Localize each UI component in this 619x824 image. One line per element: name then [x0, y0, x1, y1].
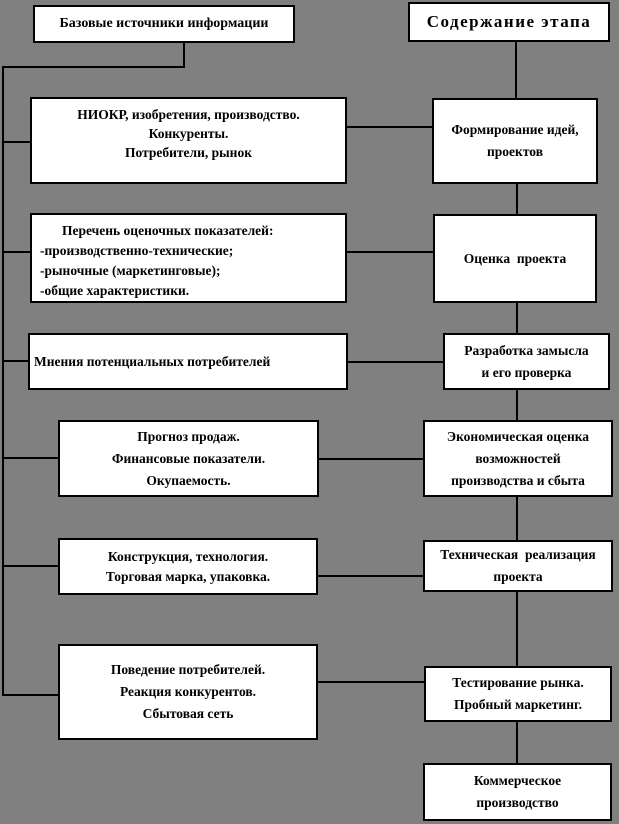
text-line: Коммерческое	[473, 773, 562, 788]
text-line: Мнения потенциальных потребителей	[34, 353, 271, 369]
connector-cross-row3	[345, 251, 434, 253]
text-line: Техническая реализация	[440, 547, 596, 562]
connector-stub-row5	[2, 457, 58, 459]
text-line: проектов	[487, 144, 543, 159]
box-sales-forecast-financials	[58, 420, 319, 497]
connector-right-spine-3	[516, 301, 518, 333]
connector-cross-row2	[345, 126, 433, 128]
box-market-testing	[424, 666, 612, 722]
box-concept-development-testing	[443, 333, 610, 390]
connector-right-spine-7	[516, 720, 518, 763]
text-line: Содержание этапа	[426, 12, 592, 31]
box-technical-implementation	[423, 540, 613, 592]
text-line: производства и сбыта	[451, 472, 585, 488]
text-line: Сбытовая сеть	[142, 706, 234, 721]
connector-cross-row5	[317, 458, 424, 460]
connector-l1-drop	[183, 42, 185, 68]
connector-cross-row7	[316, 681, 425, 683]
text-line: Конкуренты.	[148, 126, 229, 141]
text-line: Конструкция, технология.	[107, 548, 269, 564]
text-line: Торговая марка, упаковка.	[105, 568, 271, 584]
text-line: Оценка проекта	[463, 250, 567, 266]
text-line: -рыночные (маркетинговые);	[40, 263, 221, 278]
text-line: производство	[476, 795, 559, 810]
text-line: и его проверка	[481, 364, 572, 380]
box-design-technology-brand	[58, 538, 318, 595]
text-line: Финансовые показатели.	[111, 450, 266, 466]
box-rnd-inventions-production	[30, 97, 347, 184]
connector-l1-elbow	[2, 66, 185, 68]
text-line: -производственно-технические;	[40, 243, 234, 258]
text-line: Окупаемость.	[146, 472, 231, 488]
box-base-information-sources	[33, 5, 295, 43]
connector-stub-row7	[2, 694, 58, 696]
text-line: Реакция конкурентов.	[119, 684, 257, 699]
connector-stub-row6	[2, 565, 58, 567]
connector-right-spine-1	[515, 40, 517, 98]
box-idea-project-formation	[432, 98, 598, 184]
box-project-evaluation	[433, 214, 597, 303]
text-line: Прогноз продаж.	[137, 428, 240, 444]
text-line: Базовые источники информации	[59, 16, 269, 31]
box-potential-consumers-opinions	[28, 333, 348, 390]
connector-right-spine-6	[516, 590, 518, 666]
text-line: НИОКР, изобретения, производство.	[77, 107, 300, 122]
connector-right-spine-5	[516, 495, 518, 540]
text-line: возможностей	[475, 450, 561, 466]
connector-right-spine-2	[516, 182, 518, 214]
text-line: Экономическая оценка	[446, 428, 590, 444]
box-stage-content	[408, 2, 610, 42]
connector-stub-row3	[2, 251, 30, 253]
text-line: Поведение потребителей.	[110, 662, 266, 677]
connector-stub-row2	[2, 141, 30, 143]
text-line: Потребители, рынок	[125, 145, 252, 160]
connector-right-spine-4	[516, 388, 518, 420]
box-economic-evaluation	[423, 420, 613, 497]
text-line: Тестирование рынка.	[452, 675, 584, 690]
box-commercial-production	[423, 763, 612, 821]
connector-stub-row4	[2, 360, 28, 362]
connector-cross-row6	[316, 575, 424, 577]
text-line: Перечень оценочных показателей:	[62, 223, 274, 238]
text-line: Формирование идей,	[451, 122, 579, 137]
text-line: Разработка замысла	[464, 342, 589, 358]
text-line: проекта	[493, 569, 543, 584]
text-line: Пробный маркетинг.	[454, 697, 582, 712]
box-consumer-behavior	[58, 644, 318, 740]
connector-cross-row4	[346, 361, 444, 363]
connector-left-spine	[2, 66, 4, 696]
box-evaluation-indicators-list	[30, 213, 347, 303]
text-line: -общие характеристики.	[40, 283, 190, 298]
